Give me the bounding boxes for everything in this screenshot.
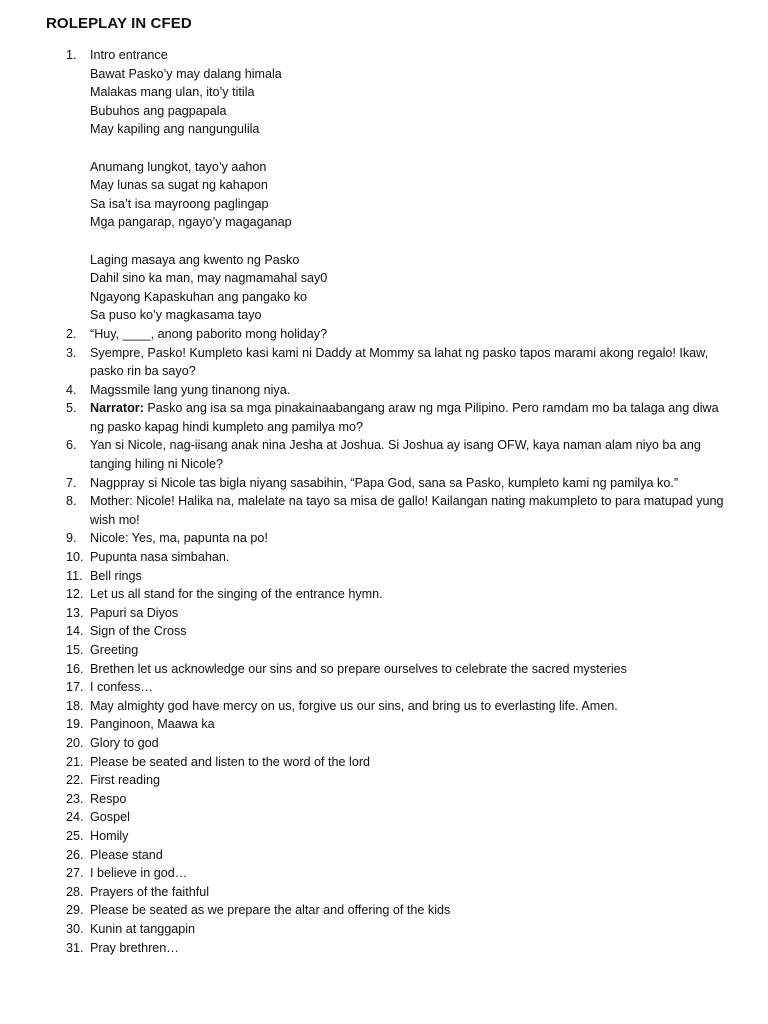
line-text: Pupunta nasa simbahan. — [90, 550, 230, 565]
lyric-line: Laging masaya ang kwento ng Pasko — [90, 252, 300, 267]
list-item-text — [90, 660, 736, 679]
list-item-text — [90, 492, 736, 529]
list-item — [46, 883, 736, 902]
lyric-line: May kapiling ang nangungulila — [90, 122, 260, 137]
list-item-number: 28. — [66, 884, 84, 899]
line-text: Please be seated as we prepare the altar and offering of the kids — [90, 903, 451, 918]
list-item-number: 19. — [66, 717, 84, 732]
list-item-text — [90, 883, 736, 902]
list-item-text — [90, 697, 736, 716]
list-item-number: 24. — [66, 810, 84, 825]
list-item-text — [90, 622, 736, 641]
list-item-number: 25. — [66, 828, 84, 843]
list-item-text — [90, 567, 736, 586]
list-item — [46, 492, 736, 529]
list-item-text — [90, 864, 736, 883]
list-item-number: 12. — [66, 587, 84, 602]
line-text: Greeting — [90, 643, 139, 657]
list-item — [46, 436, 736, 473]
line-text: Kunin at tanggapin — [90, 921, 196, 936]
lyric-line: Malakas mang ulan, ito’y titila — [90, 85, 255, 100]
document-title: ROLEPLAY IN CFED — [46, 15, 192, 32]
lyric-line: Ngayong Kapaskuhan ang pangako ko — [90, 289, 308, 304]
list-item-text — [90, 399, 736, 436]
line-text: I believe in god… — [90, 866, 188, 881]
list-item — [46, 753, 736, 772]
list-item-number: 6. — [66, 438, 77, 453]
line-text: Respo — [90, 791, 127, 806]
list-item-text — [90, 753, 736, 772]
list-item-number: 2. — [66, 326, 77, 341]
list-item-number: 15. — [66, 643, 84, 657]
line-text: Syempre, Pasko! Kumpleto kasi kami ni Daddy at Mommy sa lahat ng pasko tapos marami akong regalo! Ikaw, pasko rin ba sayo? — [90, 345, 709, 379]
list-item-number: 26. — [66, 847, 84, 862]
line-text: Bell rings — [90, 568, 142, 583]
list-item — [46, 344, 736, 381]
lyric-line: May lunas sa sugat ng kahapon — [90, 178, 268, 193]
list-item-text — [90, 641, 736, 660]
list-item — [46, 46, 736, 325]
line-text: Let us all stand for the singing of the entrance hymn. — [90, 587, 383, 602]
line-text: Nagppray si Nicole tas bigla niyang sasabihin, “Papa God, sana sa Pasko, kumpleto kami ng pamilya ko.” — [90, 475, 679, 490]
list-item — [46, 567, 736, 586]
list-item-number: 27. — [66, 866, 84, 881]
list-item — [46, 846, 736, 865]
list-item-number: 9. — [66, 531, 77, 546]
list-item-number: 18. — [66, 698, 84, 713]
lyric-line: Sa puso ko’y magkasama tayo — [90, 308, 262, 323]
list-item-number: 30. — [66, 921, 84, 936]
line-text: Prayers of the faithful — [90, 884, 210, 899]
list-item-number: 8. — [66, 494, 77, 509]
line-text: Yan si Nicole, nag-iisang anak nina Jesha at Joshua. Si Joshua ay isang OFW, kaya naman alam niyo ba ang tanging hiling ni Nicole? — [90, 438, 701, 472]
list-item — [46, 734, 736, 753]
list-item — [46, 381, 736, 400]
list-item-text — [90, 604, 736, 623]
line-text: I confess… — [90, 680, 153, 695]
list-item-number: 4. — [66, 382, 77, 397]
line-text: Homily — [90, 828, 129, 843]
line-text: May almighty god have mercy on us, forgive us our sins, and bring us to everlasting life. Amen. — [90, 698, 618, 713]
line-text: Pasko ang isa sa mga pinakainaabangang araw ng mga Pilipino. Pero ramdam mo ba talaga ang diwa ng pasko kapag hindi kumpleto ang pamilya mo? — [90, 401, 719, 434]
list-item — [46, 641, 736, 660]
list-item-text — [90, 529, 736, 548]
list-item — [46, 548, 736, 567]
list-item-number: 16. — [66, 661, 84, 676]
list-item — [46, 771, 736, 790]
line-text: Nicole: Yes, ma, papunta na po! — [90, 531, 268, 546]
list-item-number: 20. — [66, 735, 84, 750]
stanza-break — [90, 139, 736, 158]
list-item-text — [90, 771, 736, 790]
lyric-line: Dahil sino ka man, may nagmamahal say0 — [90, 271, 328, 286]
list-item-number: 17. — [66, 680, 84, 695]
list-item — [46, 808, 736, 827]
list-item — [46, 864, 736, 883]
lyric-line: Sa isa’t isa mayroong paglingap — [90, 196, 269, 211]
line-text: Please stand — [90, 847, 163, 862]
list-item-number: 13. — [66, 605, 84, 620]
list-item-number: 23. — [66, 791, 84, 806]
lyric-line: Intro entrance — [90, 48, 168, 62]
list-item-number: 10. — [66, 550, 84, 565]
numbered-list — [46, 46, 736, 957]
list-item-text — [90, 436, 736, 473]
lyric-line: Bawat Pasko’y may dalang himala — [90, 66, 282, 81]
list-item-number: 21. — [66, 754, 84, 769]
list-item — [46, 622, 736, 641]
list-item-text — [90, 939, 736, 958]
line-text: Mother: Nicole! Halika na, malelate na tayo sa misa de gallo! Kailangan nating makumpleto to para matupad yung wish mo! — [90, 494, 724, 527]
list-item — [46, 920, 736, 939]
list-item-text — [90, 678, 736, 697]
list-item-number: 14. — [66, 624, 84, 639]
line-text: Brethen let us acknowledge our sins and so prepare ourselves to celebrate the sacred mysteries — [90, 661, 627, 676]
list-item-text — [90, 734, 736, 753]
list-item-number: 1. — [66, 48, 77, 62]
list-item — [46, 585, 736, 604]
line-text: Glory to god — [90, 735, 159, 750]
line-text: Gospel — [90, 810, 130, 825]
list-item — [46, 678, 736, 697]
list-item-text — [90, 585, 736, 604]
speaker-label: Narrator: — [90, 401, 144, 416]
list-item-number: 29. — [66, 903, 84, 918]
list-item — [46, 827, 736, 846]
lyric-line: Anumang lungkot, tayo’y aahon — [90, 159, 267, 174]
line-text: Please be seated and listen to the word of the lord — [90, 754, 371, 769]
list-item-text — [90, 920, 736, 939]
list-item-text — [90, 808, 736, 827]
line-text: “Huy, ____, anong paborito mong holiday? — [90, 326, 328, 341]
list-item-text — [90, 325, 736, 344]
list-item — [46, 604, 736, 623]
list-item-number: 3. — [66, 345, 77, 360]
list-item — [46, 790, 736, 809]
list-item — [46, 715, 736, 734]
list-item-text — [90, 548, 736, 567]
list-item-text — [90, 344, 736, 381]
stanza-break — [90, 232, 736, 251]
line-text: Panginoon, Maawa ka — [90, 717, 215, 732]
list-item-text — [90, 846, 736, 865]
lyric-line: Mga pangarap, ngayo’y magaganap — [90, 215, 292, 230]
line-text: Sign of the Cross — [90, 624, 187, 639]
list-item-text — [90, 827, 736, 846]
line-text: Papuri sa Diyos — [90, 605, 179, 620]
song-lyrics — [90, 46, 736, 325]
list-item-text — [90, 715, 736, 734]
list-item-number: 31. — [66, 940, 84, 955]
line-text: First reading — [90, 773, 160, 788]
lyric-line: Bubuhos ang pagpapala — [90, 103, 227, 118]
list-item-text — [90, 901, 736, 920]
list-item-text — [90, 790, 736, 809]
list-item-number: 7. — [66, 475, 77, 490]
list-item-number: 5. — [66, 401, 77, 416]
list-item — [46, 939, 736, 958]
line-text: Pray brethren… — [90, 940, 179, 955]
list-item-text — [90, 381, 736, 400]
line-text: Magssmile lang yung tinanong niya. — [90, 382, 291, 397]
list-item-number: 11. — [66, 568, 83, 583]
list-item — [46, 474, 736, 493]
list-item-text — [90, 474, 736, 493]
list-item — [46, 697, 736, 716]
list-item — [46, 529, 736, 548]
list-item — [46, 325, 736, 344]
list-item-number: 22. — [66, 773, 84, 788]
list-item — [46, 660, 736, 679]
list-item — [46, 399, 736, 436]
list-item — [46, 901, 736, 920]
